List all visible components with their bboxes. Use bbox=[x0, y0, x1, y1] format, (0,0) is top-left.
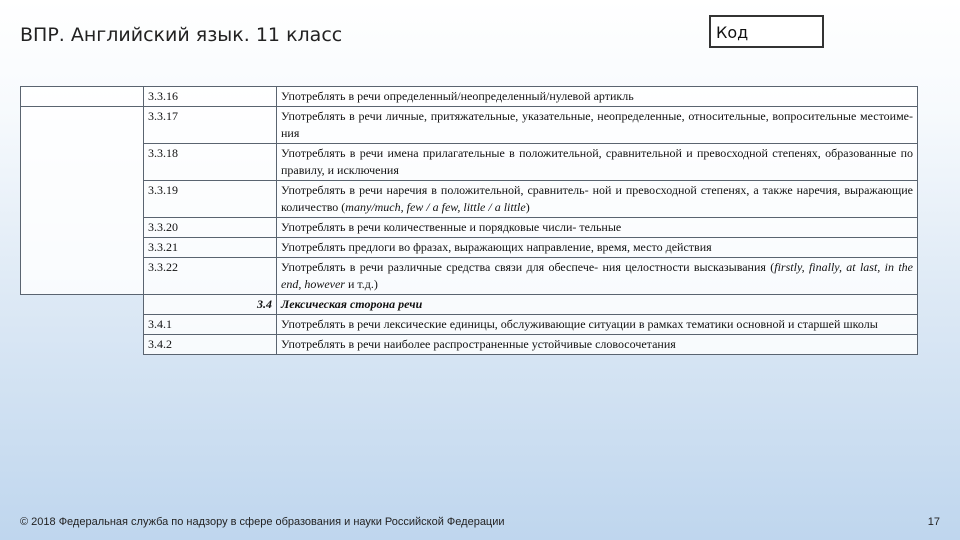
row-code: 3.3.21 bbox=[144, 238, 277, 258]
row-text-part: и т.д.) bbox=[344, 277, 378, 291]
table-row bbox=[21, 315, 918, 335]
table-row bbox=[21, 258, 918, 295]
row-code: 3.3.19 bbox=[144, 181, 277, 218]
table-cell-blank bbox=[21, 335, 144, 355]
table-row bbox=[21, 107, 918, 144]
table-row bbox=[21, 87, 918, 107]
row-code: 3.4.2 bbox=[144, 335, 277, 355]
row-text: Употреблять в речи определенный/неопределенный/нулевой артикль bbox=[277, 87, 918, 107]
code-box bbox=[709, 15, 824, 48]
row-text-part: Употреблять в речи наречия в положительной, сравнитель- ной и превосходной степенях, а также наречия, выражающие количество ( bbox=[281, 183, 913, 214]
table-cell-blank bbox=[21, 144, 144, 181]
section-heading: Лексическая сторона речи bbox=[277, 295, 918, 315]
code-box-label: Код bbox=[716, 23, 749, 42]
table-cell-blank bbox=[21, 258, 144, 295]
row-code: 3.3.16 bbox=[144, 87, 277, 107]
row-code: 3.3.17 bbox=[144, 107, 277, 144]
row-text-italic: firstly, finally, at last, in the end, however bbox=[281, 260, 913, 291]
row-text: Употреблять в речи лексические единицы, обслуживающие ситуации в рамках тематики основной и старшей школы bbox=[277, 315, 918, 335]
table-row bbox=[21, 181, 918, 218]
table-cell-blank bbox=[21, 181, 144, 218]
page-number: 17 bbox=[927, 516, 940, 528]
row-text bbox=[277, 181, 918, 218]
table-cell-blank bbox=[21, 87, 144, 107]
row-text: Употреблять предлоги во фразах, выражающих направление, время, место действия bbox=[277, 238, 918, 258]
row-text-part: ) bbox=[525, 200, 530, 214]
footer-copyright: © 2018 Федеральная служба по надзору в сфере образования и науки Российской Федерации bbox=[20, 516, 505, 528]
table-row bbox=[21, 218, 918, 238]
table-row bbox=[21, 144, 918, 181]
row-code: 3.3.20 bbox=[144, 218, 277, 238]
requirements-table bbox=[20, 86, 918, 355]
row-text bbox=[277, 258, 918, 295]
table-row bbox=[21, 335, 918, 355]
row-text: Употреблять в речи количественные и порядковые числи- тельные bbox=[277, 218, 918, 238]
row-text: Употреблять в речи личные, притяжательные, указательные, неопределенные, относительные, вопросительные местоиме- ния bbox=[277, 107, 918, 144]
row-text: Употреблять в речи наиболее распространенные устойчивые словосочетания bbox=[277, 335, 918, 355]
page-title: ВПР. Английский язык. 11 класс bbox=[20, 24, 343, 46]
row-text-italic: many/much, few / a few, little / a little bbox=[345, 200, 526, 214]
table-cell-blank bbox=[21, 295, 144, 315]
section-code: 3.4 bbox=[144, 295, 277, 315]
table-row bbox=[21, 295, 918, 315]
row-text-part: Употреблять в речи различные средства связи для обеспече- ния целостности высказывания ( bbox=[281, 260, 775, 274]
row-code: 3.4.1 bbox=[144, 315, 277, 335]
table-cell-blank bbox=[21, 218, 144, 238]
row-text: Употреблять в речи имена прилагательные в положительной, сравнительной и превосходной степенях, образованные по правилу, и исключения bbox=[277, 144, 918, 181]
table-cell-blank bbox=[21, 238, 144, 258]
row-code: 3.3.18 bbox=[144, 144, 277, 181]
table-row bbox=[21, 238, 918, 258]
table-cell-blank bbox=[21, 107, 144, 144]
row-code: 3.3.22 bbox=[144, 258, 277, 295]
table-cell-blank bbox=[21, 315, 144, 335]
